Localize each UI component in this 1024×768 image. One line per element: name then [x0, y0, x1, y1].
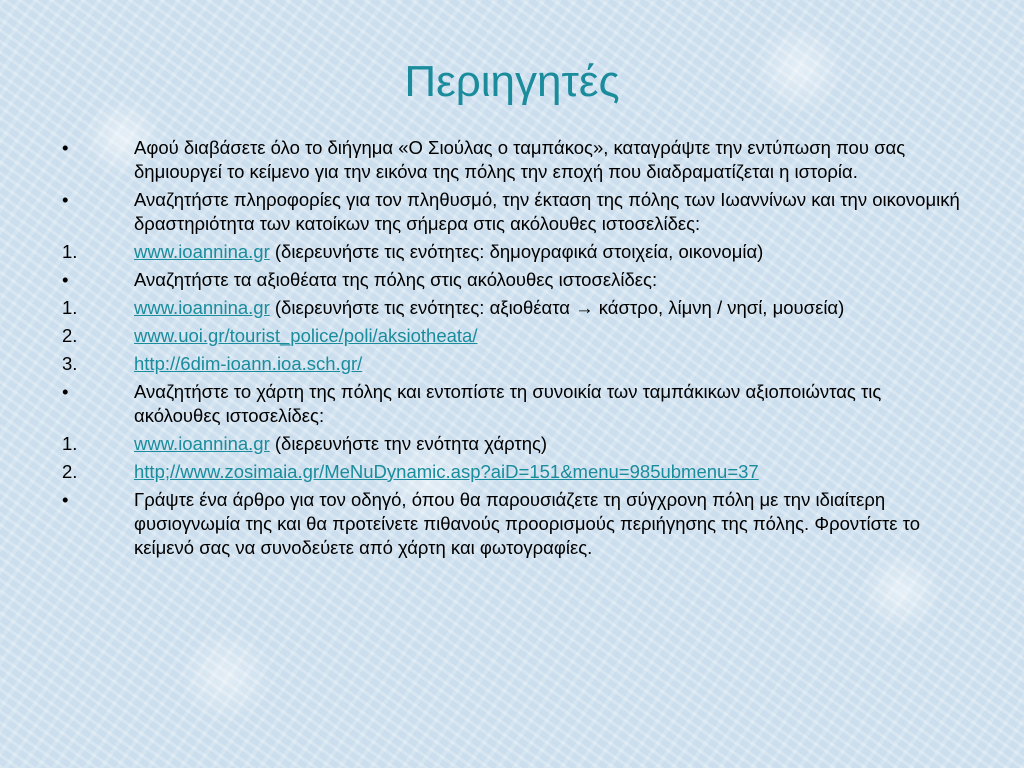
list-item [58, 136, 970, 184]
list-marker: 2. [62, 461, 78, 482]
list-item-text [134, 488, 970, 560]
list-item-text [134, 188, 970, 236]
list-item [58, 188, 970, 236]
list-item-text [134, 380, 970, 428]
list-item [58, 268, 970, 292]
list-marker: 3. [62, 353, 78, 374]
list-marker: • [62, 269, 69, 290]
list-marker: 1. [62, 433, 78, 454]
list-item-text [134, 240, 970, 264]
list-marker: 1. [62, 241, 78, 262]
list-item-text [134, 352, 970, 376]
list-item [58, 380, 970, 428]
list-item-text [134, 432, 970, 456]
item-text: (διερευνήστε τις ενότητες: αξιοθέατα → κάστρο, λίμνη / νησί, μουσεία) [269, 297, 845, 318]
item-text: (διερευνήστε την ενότητα χάρτης) [269, 433, 548, 454]
list-marker: 1. [62, 297, 78, 318]
list-item [58, 488, 970, 560]
link-uoi-tourist-police[interactable]: www.uoi.gr/tourist_police/poli/aksiotheata/ [134, 325, 478, 346]
list-item-text [134, 460, 970, 484]
list-item-text [134, 324, 970, 348]
list-item-text [134, 296, 970, 320]
item-text: Γράψτε ένα άρθρο για τον οδηγό, όπου θα παρουσιάζετε τη σύγχρονη πόλη με την ιδιαίτερη φυσιογνωμία της και θα προτείνετε πιθανούς προορισμούς περιήγησης της πόλης. Φροντίστε το κείμενό σας να συνοδεύετε από χάρτη και φωτογραφίες. [134, 489, 921, 558]
link-zosimaia[interactable]: http;//www.zosimaia.gr/MeNuDynamic.asp?aiD=151&menu=985ubmenu=37 [134, 461, 759, 482]
link-ioannina[interactable]: www.ioannina.gr [134, 433, 270, 454]
item-text: Αναζητήστε το χάρτη της πόλης και εντοπίστε τη συνοικία των ταμπάκικων αξιοποιώντας τις ακόλουθες ιστοσελίδες: [134, 381, 882, 426]
slide-content [58, 136, 970, 564]
list-item [58, 296, 970, 320]
list-marker: • [62, 489, 69, 510]
list-marker: • [62, 381, 69, 402]
list-item [58, 460, 970, 484]
list-item-text [134, 136, 970, 184]
list-marker: • [62, 189, 69, 210]
link-6dim-ioann[interactable]: http://6dim-ioann.ioa.sch.gr/ [134, 353, 363, 374]
list-marker: • [62, 137, 69, 158]
list-item [58, 324, 970, 348]
item-text: Αναζητήστε πληροφορίες για τον πληθυσμό, την έκταση της πόλης των Ιωαννίνων και την οικονομική δραστηριότητα των κατοίκων της σήμερα στις ακόλουθες ιστοσελίδες: [134, 189, 960, 234]
slide-title: Περιηγητές [404, 57, 620, 106]
item-text: Αναζητήστε τα αξιοθέατα της πόλης στις ακόλουθες ιστοσελίδες: [134, 269, 658, 290]
list-marker: 2. [62, 325, 78, 346]
link-ioannina[interactable]: www.ioannina.gr [134, 241, 270, 262]
item-text: (διερευνήστε τις ενότητες: δημογραφικά στοιχεία, οικονομία) [269, 241, 764, 262]
list-item [58, 240, 970, 264]
link-ioannina[interactable]: www.ioannina.gr [134, 297, 270, 318]
list-item [58, 352, 970, 376]
list-item-text [134, 268, 970, 292]
list-item [58, 432, 970, 456]
item-text: Αφού διαβάσετε όλο το διήγημα «Ο Σιούλας ο ταμπάκος», καταγράψτε την εντύπωση που σας δημιουργεί το κείμενο για την εικόνα της πόλης την εποχή που διαδραματίζεται η ιστορία. [134, 137, 906, 182]
